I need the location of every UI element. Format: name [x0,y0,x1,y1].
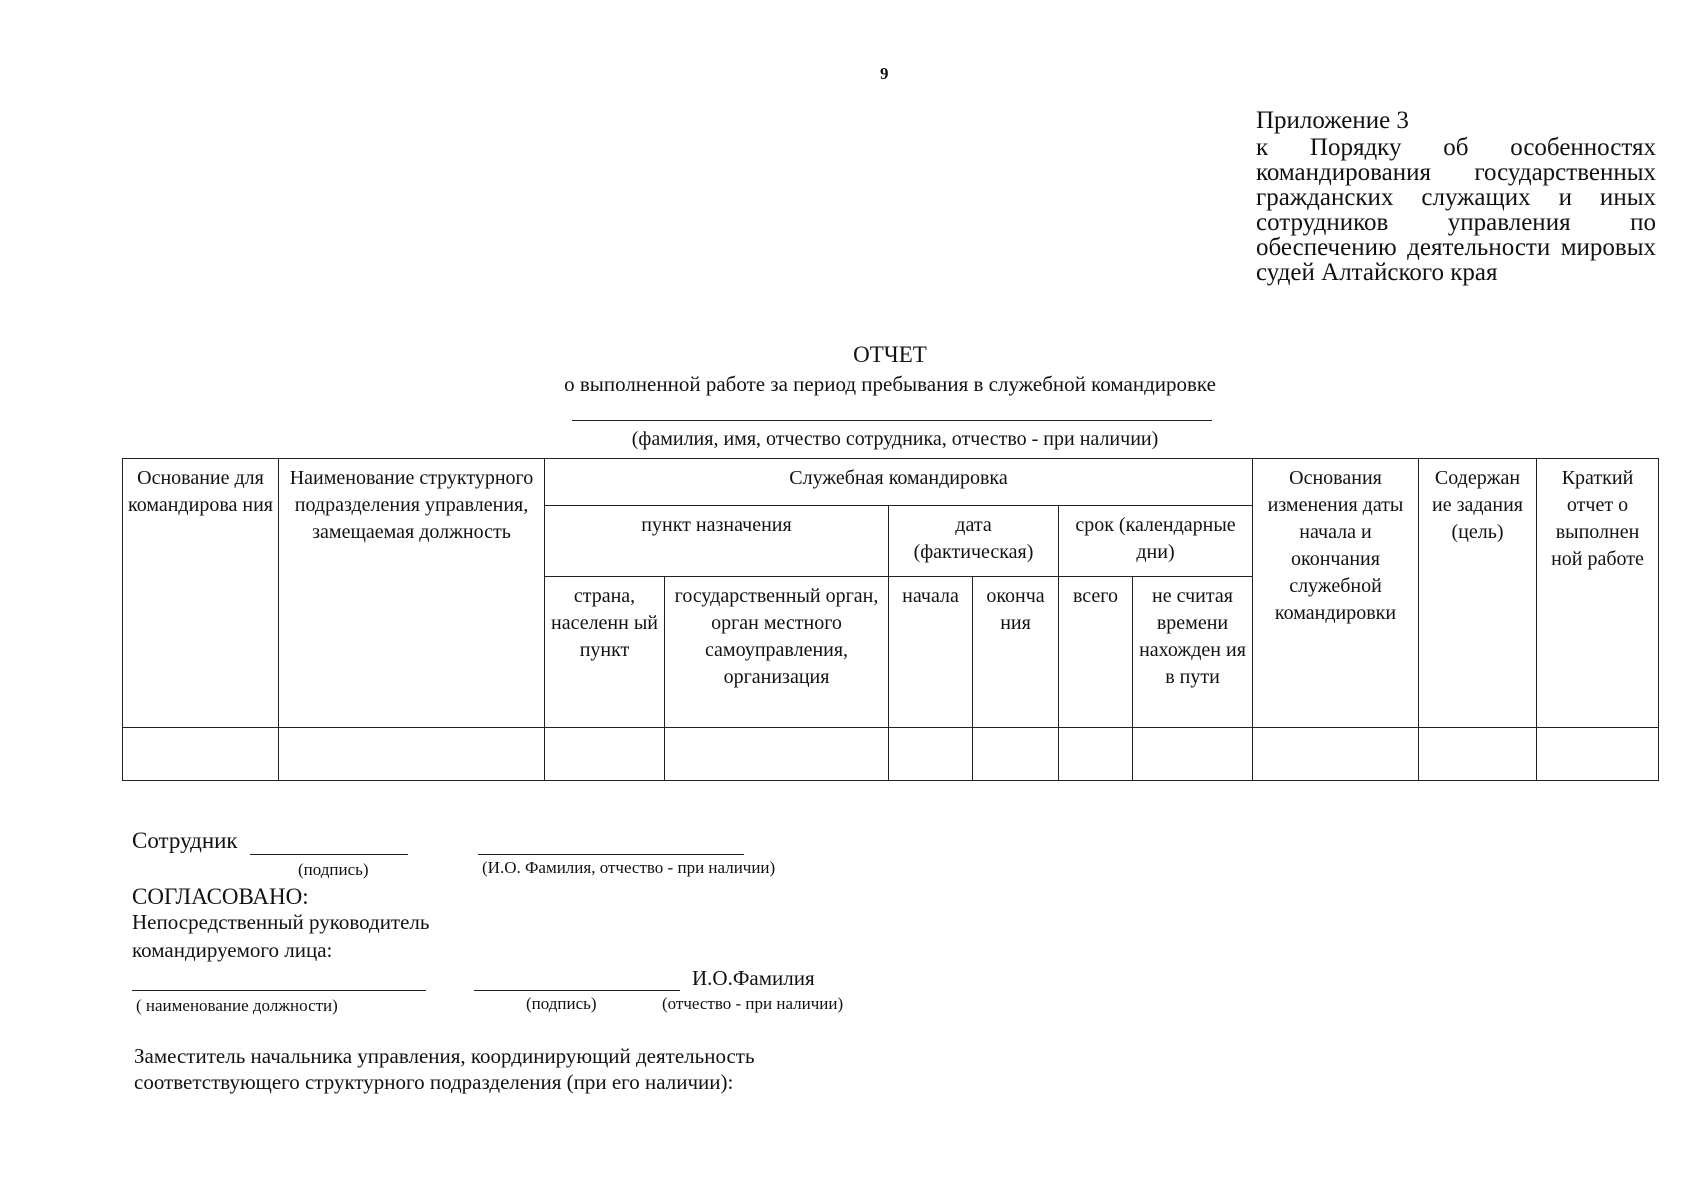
header-report: Краткий отчет о выполнен ной работе [1537,459,1659,728]
manager-line2: командируемого лица: [132,938,333,962]
header-date: дата (фактическая) [889,506,1059,577]
cell-no-travel[interactable] [1133,728,1253,781]
report-table [122,458,1659,781]
manager-signature-line[interactable] [474,990,680,991]
header-task: Содержан ие задания (цель) [1419,459,1537,728]
cell-total[interactable] [1059,728,1133,781]
header-destination: пункт назначения [545,506,889,577]
header-total: всего [1059,577,1133,728]
employee-signature-line[interactable] [250,854,408,855]
header-change: Основания изменения даты начала и окончания служебной командировки [1253,459,1419,728]
appendix-block [1256,108,1656,285]
report-title: ОТЧЕТ [853,342,927,367]
position-line[interactable] [132,990,426,991]
header-organ: государственный орган, орган местного самоуправления, организация [665,577,889,728]
patronymic-caption: (отчество - при наличии) [662,994,844,1013]
header-country: страна, населенн ый пункт [545,577,665,728]
header-start: начала [889,577,973,728]
cell-start[interactable] [889,728,973,781]
cell-country[interactable] [545,728,665,781]
manager-name: И.О.Фамилия [692,966,815,990]
header-trip: Служебная командировка [545,459,1253,506]
position-caption: ( наименование должности) [136,996,338,1015]
manager-line1: Непосредственный руководитель [132,910,430,934]
header-term: срок (календарные дни) [1059,506,1253,577]
header-no-travel: не считая времени нахожден ия в пути [1133,577,1253,728]
deputy-line2: соответствующего структурного подразделения (при его наличии): [134,1070,734,1094]
table-row [123,728,1659,781]
deputy-line1: Заместитель начальника управления, координирующий деятельность [134,1044,755,1068]
cell-organ[interactable] [665,728,889,781]
appendix-body: к Порядку об особенностях командирования государственных гражданских служащих и иных сотрудников управления по обеспечению деятельности мировых судей Алтайского края [1256,134,1656,286]
header-unit: Наименование структурного подразделения управления, замещаемая должность [279,459,545,728]
report-subtitle: о выполненной работе за период пребывания в служебной командировке [564,372,1216,396]
cell-change[interactable] [1253,728,1419,781]
page-number: 9 [880,64,889,83]
cell-end[interactable] [973,728,1059,781]
approval-title: СОГЛАСОВАНО: [132,884,309,909]
fio-input-line[interactable] [572,420,1212,421]
appendix-title: Приложение 3 [1256,107,1409,134]
header-basis: Основание для командирова ния [123,459,279,728]
cell-report[interactable] [1537,728,1659,781]
employee-name-caption: (И.О. Фамилия, отчество - при наличии) [482,858,776,877]
employee-label: Сотрудник [132,828,238,853]
manager-signature-caption: (подпись) [526,994,597,1013]
header-end: оконча ния [973,577,1059,728]
cell-task[interactable] [1419,728,1537,781]
cell-unit[interactable] [279,728,545,781]
employee-signature-caption: (подпись) [298,860,369,879]
fio-caption: (фамилия, имя, отчество сотрудника, отчество - при наличии) [631,428,1159,450]
cell-basis[interactable] [123,728,279,781]
employee-name-line[interactable] [478,854,744,855]
